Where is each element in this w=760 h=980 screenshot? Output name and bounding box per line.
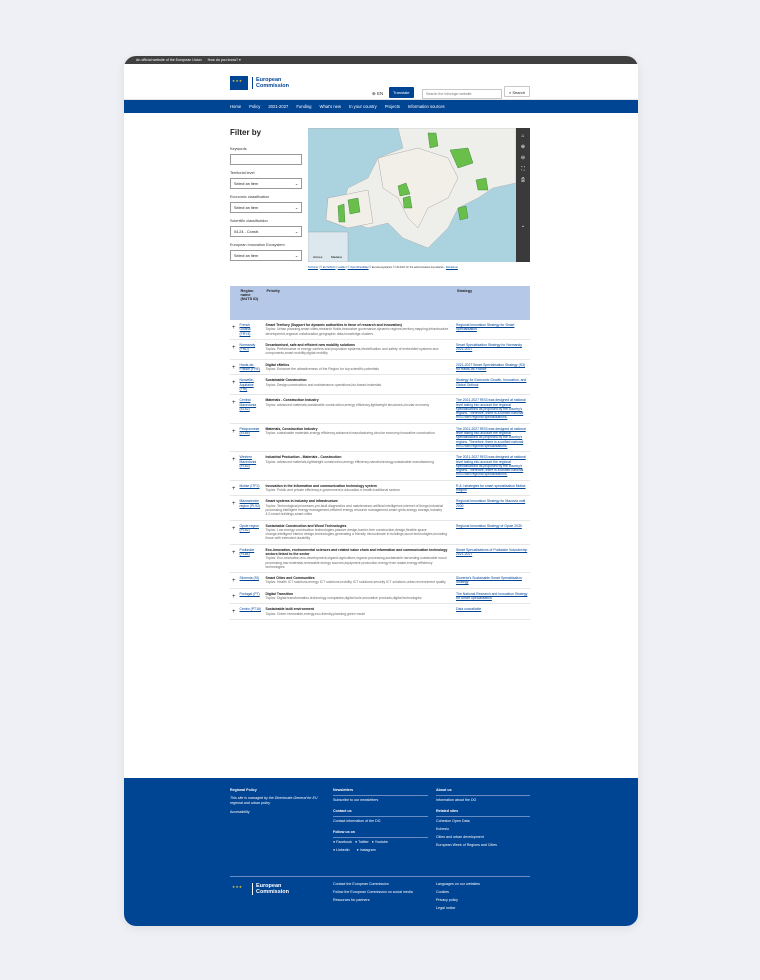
priority-cell [264,544,454,572]
attribution-link[interactable]: © EU GISCO [320,266,336,269]
region-cell [238,320,264,339]
attribution-link[interactable]: Leaflet [337,266,346,269]
highlighted-region[interactable] [338,204,345,222]
strategy-cell [454,375,530,395]
nav-in-your-country[interactable]: In your country [349,104,377,109]
priority-title: Eco-innovation, environmental sciences and related value chain and information and communication technology sectors linked to the sector [265,547,448,556]
priority-cell [264,588,454,604]
table-row [230,573,530,589]
how-do-you-know-link[interactable]: How do you know? ▾ [207,58,241,62]
strategy-link[interactable]: The 2021-2027 RIS3 was designed at national level taking into account the regional specialisations as proposed by the country's regions. Therefore, there is a unified national RIS3 with regional specialisations. [456,426,526,448]
official-eu-bar [124,56,638,64]
attribution-link[interactable]: Territorio [308,266,319,269]
footer-ec-logo[interactable] [230,882,289,896]
map-canvas[interactable] [308,128,516,262]
footer-social-instagram[interactable]: Instagram [359,848,376,852]
table-header-row [230,286,530,320]
zoom-out-icon[interactable]: ⊖ [520,155,526,161]
search-icon: ⌕ [509,90,512,95]
table-row [230,544,530,572]
priority-cell [264,359,454,375]
region-link[interactable]: Podlaskie (PL84) [239,547,255,556]
strategy-column-header: Strategy [454,286,530,320]
region-link[interactable]: Mazowieckie region (PL92) [239,499,261,508]
priority-cell [264,573,454,589]
expand-row-icon[interactable]: + [230,375,238,395]
table-row [230,320,530,339]
strategy-link[interactable]: Smart Specialisations of Podlaskie Voivodeship 2021-2027 [456,547,528,556]
footer-bottom-link[interactable]: Contact the European Commission [333,882,389,886]
expand-row-icon[interactable]: + [230,604,238,620]
territorial-select[interactable] [230,178,302,189]
logo-line2: Commission [256,83,290,89]
footer-col-newsletters [333,788,428,856]
footer-subscribe-link[interactable]: Subscribe to our newsletters [333,798,379,802]
expand-row-icon[interactable]: + [230,544,238,572]
region-link[interactable]: Portugal (PT) [239,591,260,596]
footer-bottom-link[interactable]: Languages on our websites [436,882,480,886]
priority-cell [264,520,454,544]
priority-cell [264,375,454,395]
language-selector[interactable]: ⊕ EN [372,91,384,96]
priority-cell [264,320,454,339]
ecosystem-select[interactable] [230,250,302,261]
footer-logo-text [252,883,289,895]
filter-title: Filter by [230,128,262,137]
eu-flag-icon [230,882,248,896]
region-column-header: Region name (NUTS ID) [238,286,264,320]
priority-topics: Topics: Performance of energy carriers and propulsion systems,electrification and safety of embedded systems and components,smart mobility,digital mobility [265,347,439,356]
priority-topics: Topics: Design,construction and maintenance operations,bio-based materials [265,382,382,387]
region-cell [238,520,264,544]
region-link[interactable]: Nouvelle-Aquitaine (FRI) [239,378,254,391]
economic-label: Economic classification [230,195,270,199]
footer-related-link[interactable]: European Week of Regions and Cities [436,843,497,847]
region-cell [238,588,264,604]
priority-title: Sustainable built environment [265,607,314,612]
region-link[interactable]: Molise (ITF2) [239,483,260,488]
filter-panel [230,128,302,261]
table-row [230,520,530,544]
browser-frame [124,56,638,926]
expand-row-icon[interactable]: + [230,480,238,496]
footer-accessibility-link[interactable]: Accessibility [230,810,250,814]
footer-logo-line1: European [256,883,282,889]
strategy-cell [454,496,530,520]
region-link[interactable]: Normandy (FRD) [239,342,256,352]
priority-title: Materials, Construction Industry [265,426,318,431]
translate-button[interactable]: Translate [389,87,414,98]
highlighted-region[interactable] [458,206,468,220]
region-cell [238,339,264,359]
youtube-icon: ● [371,840,374,844]
region-link[interactable]: Slovenia (SI) [239,576,259,581]
footer-related-link[interactable]: Cohesion Open Data [436,819,470,823]
strategy-link[interactable]: The 2021-2027 RIS3 was designed at national level taking into account the regional specialisations as proposed by the country's regions. Therefore, there is a unified national RIS3 with regional specialisations. [456,455,526,477]
table-row [230,480,530,496]
region-cell [238,395,264,423]
footer-related-heading: Related sites [436,809,530,817]
fullscreen-icon[interactable]: ⛶ [521,166,525,172]
priority-cell [264,423,454,451]
strategy-link[interactable]: 2021-2027 Smart Specialisation Strategy (S3) for Hauts-de-France [456,362,525,372]
highlighted-region[interactable] [428,133,438,148]
twitter-icon: ● [354,840,358,844]
strategy-link[interactable]: The National Research and Innovation Strategy for Smart Specialisation [456,591,528,601]
strategy-cell [454,604,530,620]
chevron-down-icon: ⌄ [294,182,298,186]
disclaimer-link[interactable]: Disclaimer [445,266,459,269]
footer-about-link[interactable]: Information about the DG [436,798,477,802]
priority-topics: Topics: Eco-innovation,eco-development,organic agriculture,organic processing,sustainable harvesting,sustainable wood processing,raw materials,renewable energy sources,equipment production,energy from waste,energy efficiency technologies [265,556,447,569]
strategy-cell [454,520,530,544]
footer-newsletters-heading: Newsletters [333,788,428,796]
strategy-cell [454,320,530,339]
strategy-cell [454,573,530,589]
table-body [230,320,530,619]
priority-title: Industrial Production - Materials - Construction [265,455,342,460]
priority-topics: Topics: Urban planning,smart cities,research fluids,innovative governance,dynamic regions,territory,mapping,infrastructure development,regional collaboration,geographic data,knowledge clusters [265,327,449,336]
priority-title: Smart systems in industry and infrastructure [265,499,338,504]
region-cell [238,375,264,395]
region-cell [238,359,264,375]
priority-topics: Topics: Health ICT solutions,energy ICT solutions,mobility ICT solutions,security ICT solutions,urban environment quality [265,580,446,585]
footer-description: This site is managed by the Directorate-General for EU regional and urban policy [230,796,318,805]
map-controls [516,128,530,262]
region-link[interactable]: Opole region (PL52) [239,523,259,532]
priority-topics: Topics: Green renewable,energy,eco-friendly,planning,green mode [265,611,366,616]
footer-social-linkedin[interactable]: Linkedin [336,848,350,852]
scientific-label: Scientific classification [230,219,268,223]
expand-row-icon[interactable]: + [230,423,238,451]
expand-row-icon[interactable]: + [230,395,238,423]
territorial-value: Select an item [234,181,259,186]
priority-title: Sustainable Construction and Wood Technologies [265,523,347,528]
priority-title: Materials - Construction Industry [265,398,319,403]
home-icon[interactable]: ⌂ [521,133,525,139]
linkedin-icon: ● [333,848,336,852]
footer-related-link[interactable]: Kohesio [436,827,449,831]
footer-social-youtube[interactable]: Youtube [374,840,388,844]
scientific-select[interactable] [230,226,302,237]
table-row [230,423,530,451]
expand-row-icon[interactable]: + [230,320,238,339]
language-code: EN [377,91,384,96]
priority-topics: Topics: advanced materials,sustainable construction,energy efficiency,lightweight structures,circular economy [265,402,430,407]
footer-bottom-link[interactable]: Legal notice [436,906,456,910]
eu-flag-icon [230,76,248,90]
priority-cell [264,395,454,423]
priority-topics: Topics: sustainable materials,energy efficiency,advanced manufacturing,circular economy,innovative construction [265,431,435,436]
nav-projects[interactable]: Projects [384,104,400,109]
priority-title: Smart Cities and Communities [265,576,315,581]
strategy-link[interactable]: Slovenia's Sustainable Smart Specialisation Strategy [456,576,522,585]
strategy-link[interactable]: R & I strategies for smart specialisation Molise Region [456,483,526,493]
priority-topics: Topics: Digital transformation,technology companies,digital tools,innovative products,digital technologies [265,596,422,601]
highlighted-region[interactable] [476,178,488,190]
strategy-cell [454,480,530,496]
footer-social-facebook[interactable]: Facebook [336,840,352,844]
expand-row-icon[interactable]: + [230,359,238,375]
priority-title: Sustainable Construction [265,378,307,383]
region-cell [238,423,264,451]
table-row [230,496,530,520]
map-attribution: Territorio | © EU GISCO | Leaflet | © OpenStreetMap © EuroGeographics © UN-FAO for the administrative boundaries - Disclaimer [308,266,459,269]
footer-bottom-right [436,882,530,914]
attribution-text: © EuroGeographics © UN-FAO for the administrative boundaries - [369,266,446,269]
priority-title: Digital Transition [265,591,294,596]
priority-topics: Topics: advanced materials,lightweight construction,energy efficiency,nanotechnology,sustainable manufacturing [265,459,434,464]
region-map[interactable] [308,128,530,262]
strategy-cell [454,452,530,480]
nav-home[interactable]: Home [230,104,242,109]
footer-related-link[interactable]: Cities and urban development [436,835,484,839]
ecosystem-value: Select an item [234,253,259,258]
expand-row-icon[interactable]: + [230,452,238,480]
strategy-link[interactable]: Data unavailable [456,607,482,612]
strategy-link[interactable]: Regional Innovation Strategy for Mazovia until 2030 [456,499,526,508]
footer-social-twitter[interactable]: Twitter [358,840,369,844]
facebook-icon: ● [333,840,336,844]
footer-follow-heading: Follow us on [333,830,428,838]
table-row [230,588,530,604]
footer-social-row [333,840,428,845]
nav-information-sources[interactable]: Information sources [407,104,445,109]
priority-title: Decarbonised, safe and efficient new mobility solutions [265,342,356,347]
official-text: An official website of the European Union [136,58,202,62]
nav-funding[interactable]: Funding [296,104,312,109]
scientific-value: 04.24 - Constr. [234,229,259,234]
chevron-down-icon: ⌄ [294,230,298,234]
footer-divider [230,876,530,877]
strategy-cell [454,395,530,423]
expand-row-icon[interactable]: + [230,496,238,520]
table-row [230,604,530,620]
strategy-cell [454,359,530,375]
priority-title: Digital eMetics [265,362,290,367]
priority-cell [264,496,454,520]
search-button[interactable] [504,86,530,97]
region-cell [238,496,264,520]
footer-logo-line2: Commission [256,889,290,895]
table-row [230,395,530,423]
strategy-link[interactable]: Smart Specialisation Strategy for Normandy 2021-2027 [456,342,522,352]
results-table [230,286,530,620]
priority-topics: Topics: Low-energy construction technologies,passive design,barrier-free construction,design,flexible space change,intelligent interior design,technologies,generating a friendly microclimate in buildings,wood technologies,including those with extended durability [265,527,448,541]
strategy-link[interactable]: Regional Innovation Strategy of Opole 2030 [456,523,522,528]
ec-logo[interactable] [230,76,289,90]
territorial-label: Territorial level [230,171,255,175]
table-row [230,375,530,395]
chevron-down-icon: ⌄ [294,254,298,258]
table-row [230,452,530,480]
region-link[interactable]: French Guiana (FRY3) [239,323,251,336]
nav-whats-new[interactable]: What's new [319,104,342,109]
table-row [230,359,530,375]
attribution-link[interactable]: © OpenStreetMap [347,266,369,269]
footer-col-about [436,788,530,851]
region-cell [238,604,264,620]
priority-cell [264,604,454,620]
expand-row-icon[interactable]: + [230,573,238,589]
priority-topics: Topics: Public and private efficiency,e-government,e-education,e-health,traditional sectors [265,488,400,493]
print-icon[interactable]: ⎙ [520,177,525,183]
strategy-link[interactable]: Strategy for Economic Growth, Innovation, and Global Outlook [456,378,527,387]
nav-policy[interactable]: Policy [249,104,261,109]
ecosystem-label: European Innovation Ecosystem [230,243,285,247]
priority-cell [264,339,454,359]
priority-cell [264,480,454,496]
site-header [124,64,638,100]
table-row [230,339,530,359]
strategy-cell [454,423,530,451]
chevron-down-icon[interactable]: ⌄ [520,223,526,229]
keywords-label: Keywords [230,147,247,151]
footer-bottom-link[interactable]: Follow the European Commission on social media [333,890,413,894]
search-button-label: Search [512,90,526,95]
logo-line1: European [256,77,282,83]
region-cell [238,452,264,480]
footer-bottom-link[interactable]: Cookies [436,890,449,894]
madeira-label: Madeira [331,255,342,259]
footer-social-row [333,848,428,853]
expand-row-icon[interactable]: + [230,520,238,544]
highlighted-region[interactable] [348,198,360,214]
region-cell [238,480,264,496]
priority-column-header: Priority [264,286,454,320]
chevron-down-icon: ⌄ [294,206,298,210]
logo-text [252,77,289,89]
footer-about-heading: About us [436,788,530,796]
zoom-in-icon[interactable]: ⊕ [520,144,526,150]
priority-topics: Topics: Technological processes,pro-fault diagnostics and maintenance,artificial intelligence,internet of things,industrial processing,intelligent energy management,efficient energy resource management,smart grids,energy storage,industry 4.0,smart buildings,smart cities [265,503,443,517]
footer-col-regional-policy [230,788,326,818]
strategy-cell [454,588,530,604]
region-link[interactable]: Centro (PT16) [239,607,261,612]
priority-title: Innovation in the Information and communication technology system [265,483,377,488]
region-cell [238,573,264,589]
region-link[interactable]: Hauts-de-France (FRE) [239,362,261,372]
economic-select[interactable] [230,202,302,213]
priority-cell [264,452,454,480]
region-link[interactable]: Central Macedonia (EL52) [239,398,257,411]
footer-bottom-link[interactable]: Privacy policy [436,898,458,902]
footer-contact-heading: Contact us [333,809,428,817]
search-input[interactable] [422,89,502,99]
azores-label: Azores [313,255,323,259]
footer-contact-link[interactable]: Contact information of the DG [333,819,381,823]
region-link[interactable]: Peloponnese (EL65) [239,426,260,436]
priority-topics: Topics: Enhance the attractiveness of the Region for top scientific potentials [265,367,379,372]
expand-column-header [230,286,238,320]
main-nav [124,100,638,113]
instagram-icon: ● [356,848,359,852]
footer-bottom-mid [333,882,428,906]
strategy-cell [454,339,530,359]
strategy-link[interactable]: Regional Innovation Strategy for Smart Specialisation [456,323,515,332]
site-footer [124,778,638,926]
strategy-link[interactable]: The 2021-2027 RIS3 was designed at national level taking into account the regional specialisations as proposed by the country's regions. Therefore, there is a unified national RIS3 with regional specialisations. [456,398,526,420]
footer-bottom-link[interactable]: Resources for partners [333,898,370,902]
keywords-input[interactable] [230,154,302,165]
economic-value: Select an item [234,205,259,210]
expand-row-icon[interactable]: + [230,588,238,604]
region-cell [238,544,264,572]
expand-row-icon[interactable]: + [230,339,238,359]
strategy-cell [454,544,530,572]
priority-title: Smart Territory (Support for dynamic authorities in favor of research and innovation) [265,323,402,327]
region-link[interactable]: Western Macedonia (EL53) [239,455,257,468]
footer-title: Regional Policy [230,788,257,792]
nav-2021-2027[interactable]: 2021-2027 [268,104,289,109]
